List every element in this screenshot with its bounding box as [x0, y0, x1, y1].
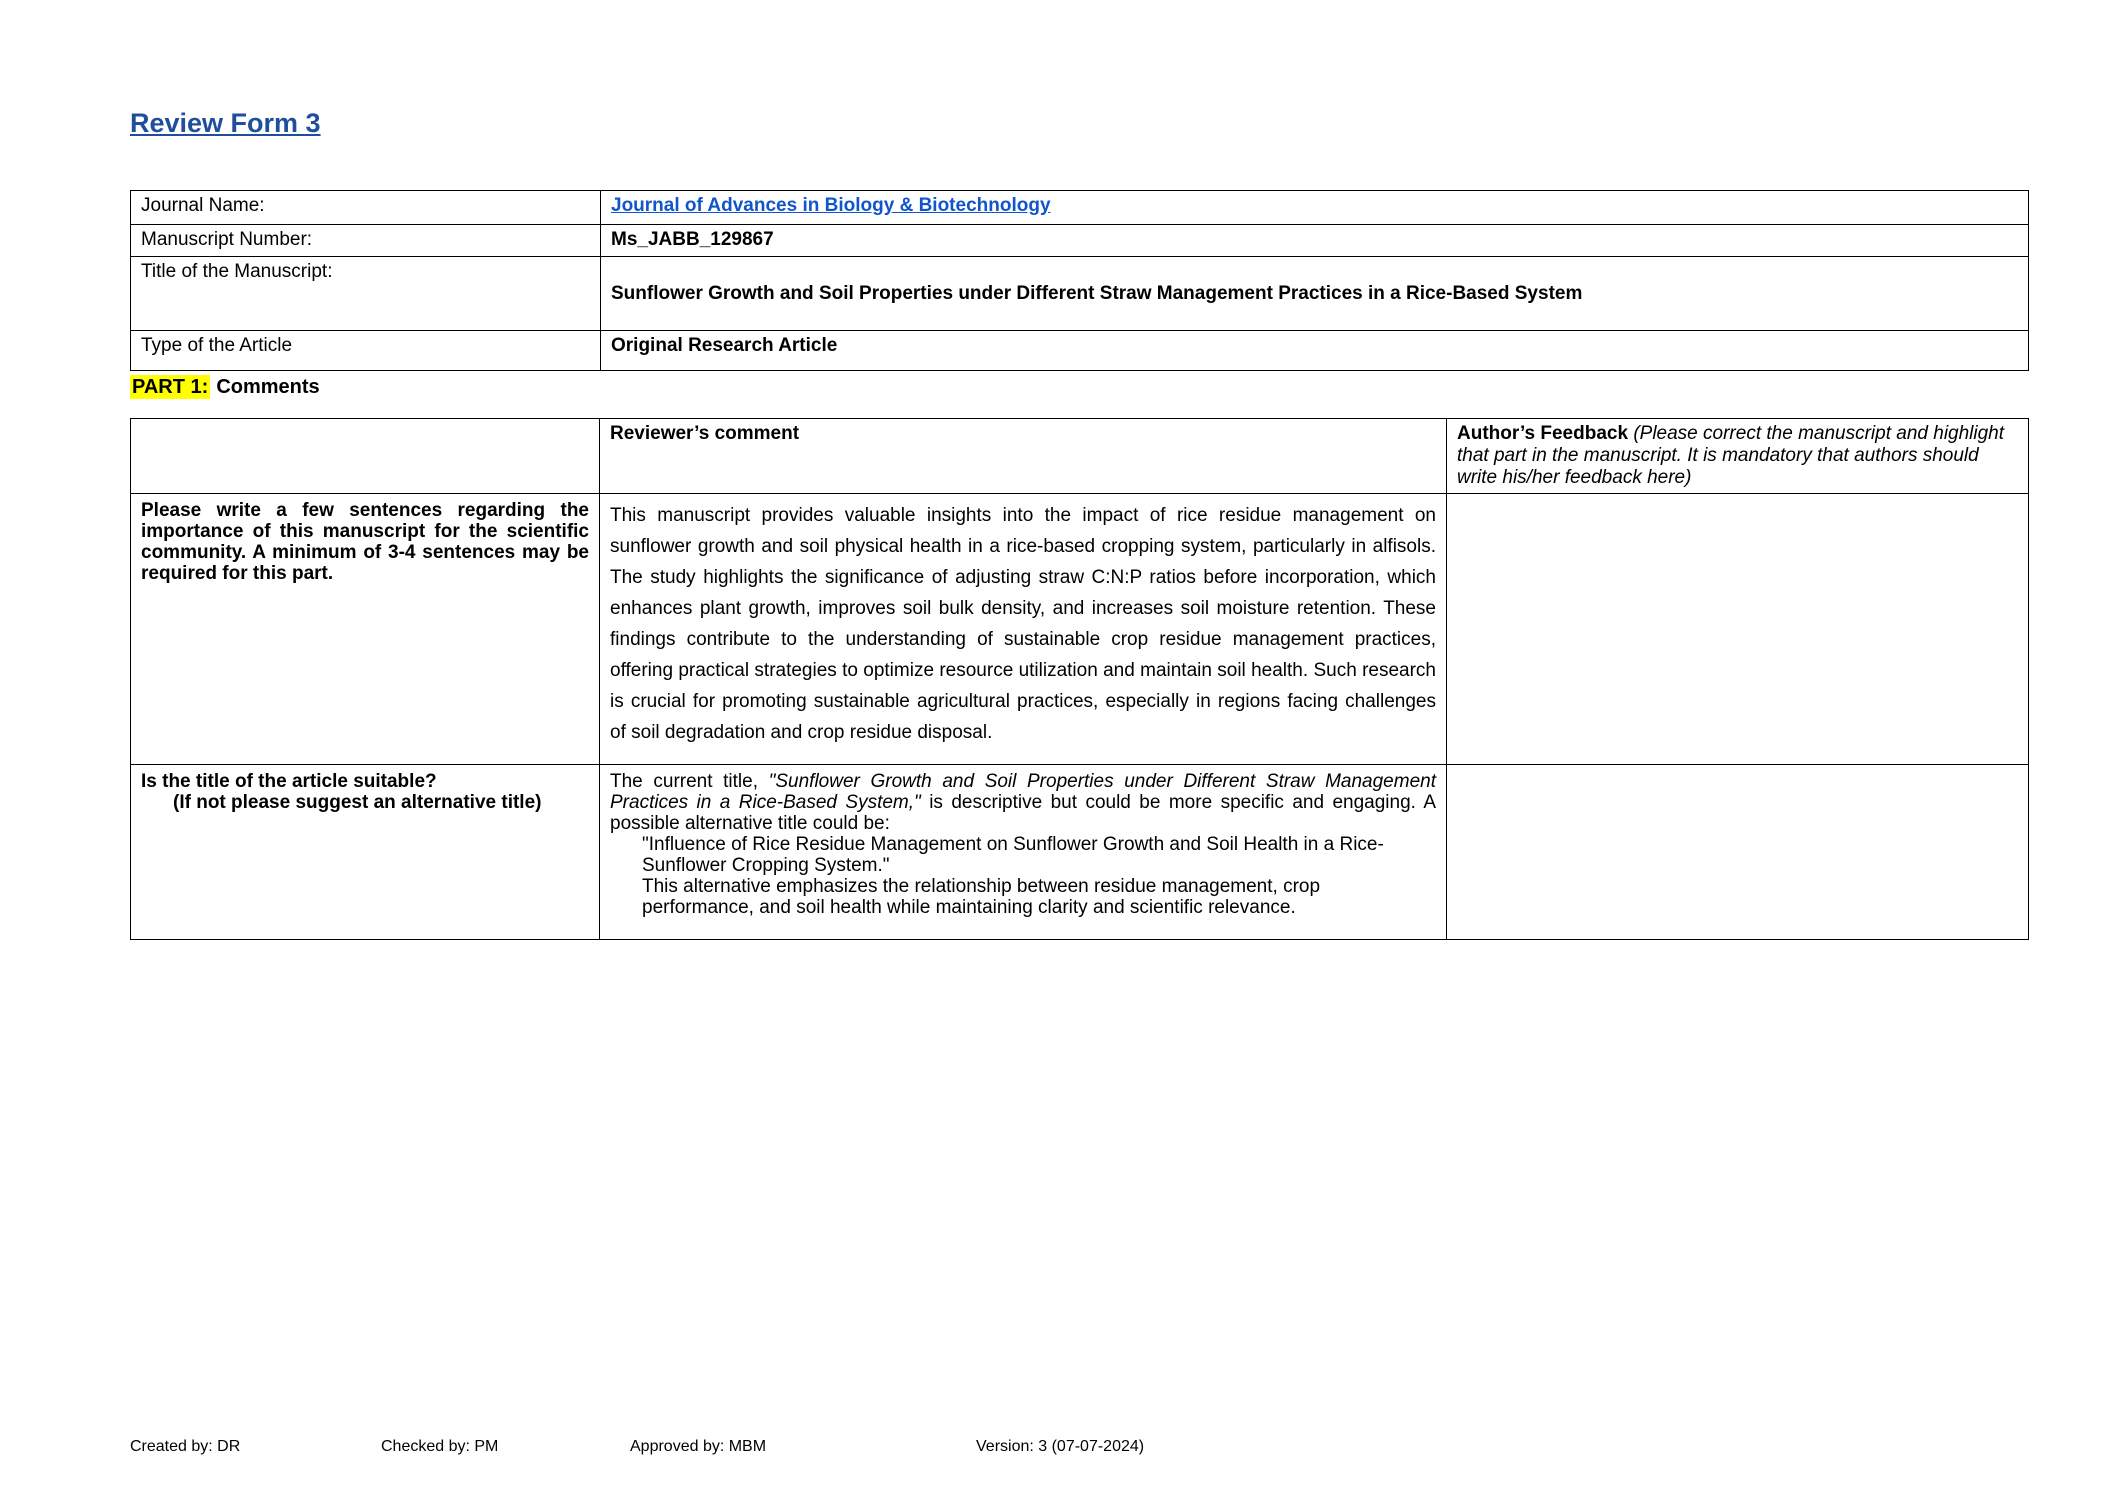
author-feedback-cell	[1447, 494, 2029, 765]
table-row	[131, 257, 2029, 331]
journal-name-cell	[601, 191, 2029, 225]
page-title: Review Form 3	[130, 108, 321, 138]
author-feedback-instructions: (Please correct the manuscript and highlight that part in the manuscript. It is mandatory that authors should write his/her feedback here)	[1457, 423, 2005, 488]
question-title-suitability	[131, 765, 600, 940]
author-feedback-header: Author’s Feedback	[1457, 423, 1629, 444]
empty-header-cell	[131, 419, 600, 494]
table-row	[131, 331, 2029, 371]
comment-intro-text-2: is descriptive but could be more specific and engaging. A possible alternative title could be:	[610, 792, 1436, 834]
reviewer-comment-importance: This manuscript provides valuable insights into the impact of rice residue management on sunflower growth and soil physical health in a rice-based cropping system, particularly in alfisols. The study highlights the significance of adjusting straw C:N:P ratios before incorporation, which enhances plant growth, improves soil bulk density, and increases soil moisture retention. These findings contribute to the understanding of sustainable crop residue management practices, offering practical strategies to optimize resource utilization and maintain soil health. Such research is crucial for promoting sustainable agricultural practices, especially in regions facing challenges of soil degradation and crop residue disposal.	[600, 494, 1447, 765]
table-row	[131, 191, 2029, 225]
author-feedback-cell	[1447, 765, 2029, 940]
comments-row-title-suitability	[131, 765, 2029, 940]
manuscript-number-value: Ms_JABB_129867	[601, 225, 2029, 257]
footer-created-by: Created by: DR	[130, 1438, 241, 1455]
question-title-line1: Is the title of the article suitable?	[141, 771, 437, 792]
footer-version: Version: 3 (07-07-2024)	[976, 1438, 1145, 1455]
comments-header-row	[131, 419, 2029, 494]
table-row	[131, 225, 2029, 257]
part1-heading	[130, 376, 320, 399]
comment-current-title: "Sunflower Growth and Soil Properties under Different Straw Management Practices in a Rice-Based System,"	[610, 771, 1436, 813]
author-feedback-header-cell	[1447, 419, 2029, 494]
part1-title: Comments	[216, 376, 320, 398]
question-importance: Please write a few sentences regarding the importance of this manuscript for the scientific community. A minimum of 3-4 sentences may be required for this part.	[131, 494, 600, 765]
reviewer-comment-title-suitability	[600, 765, 1447, 940]
reviewer-comment-header-cell	[600, 419, 1447, 494]
comment-title-intro	[610, 771, 1436, 834]
journal-name-label: Journal Name:	[131, 191, 601, 225]
journal-name-link[interactable]: Journal of Advances in Biology & Biotechnology	[611, 195, 1051, 216]
comments-row-importance	[131, 494, 2029, 765]
reviewer-comment-header: Reviewer’s comment	[610, 423, 800, 444]
manuscript-info-table	[130, 190, 2029, 371]
comments-table	[130, 418, 2029, 940]
manuscript-number-label: Manuscript Number:	[131, 225, 601, 257]
question-title-line2: (If not please suggest an alternative title)	[173, 792, 542, 813]
comment-closing: This alternative emphasizes the relationship between residue management, crop performance, and soil health while maintaining clarity and scientific relevance.	[642, 876, 1321, 918]
manuscript-title-value: Sunflower Growth and Soil Properties under Different Straw Management Practices in a Rice-Based System	[601, 257, 2029, 331]
part1-label-highlight: PART 1:	[132, 376, 209, 398]
comment-alternative-title: "Influence of Rice Residue Management on Sunflower Growth and Soil Health in a Rice-Sunflower Cropping System."	[642, 834, 1384, 876]
comment-intro-text-1: The current title,	[610, 771, 769, 792]
manuscript-title-label: Title of the Manuscript:	[131, 257, 601, 331]
article-type-label: Type of the Article	[131, 331, 601, 371]
footer-checked-by: Checked by: PM	[381, 1438, 499, 1455]
footer-approved-by: Approved by: MBM	[630, 1438, 767, 1455]
article-type-value: Original Research Article	[601, 331, 2029, 371]
